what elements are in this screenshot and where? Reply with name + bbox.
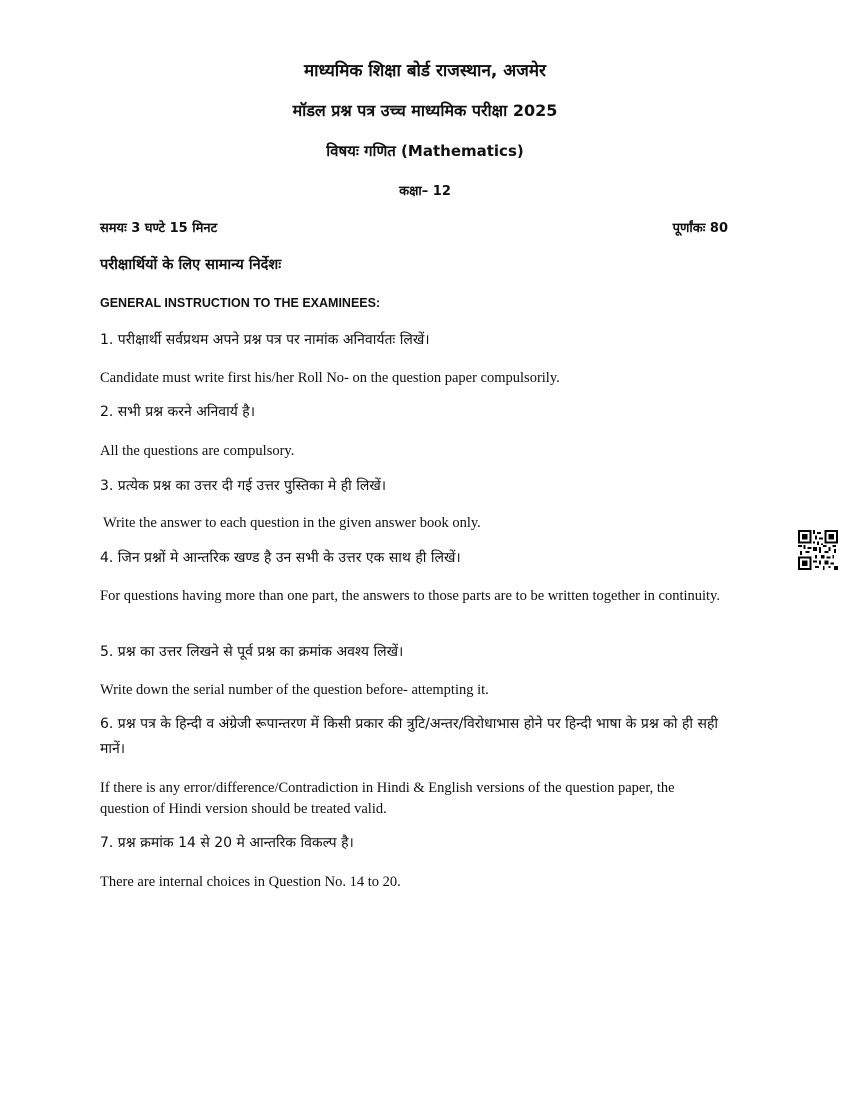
instruction-5-hindi: 5. प्रश्न का उत्तर लिखने से पूर्व प्रश्न का क्रमांक अवश्य लिखें। [100,644,404,660]
paper-title: मॉडल प्रश्न पत्र उच्च माध्यमिक परीक्षा 2025 [292,101,558,120]
instruction-3-english: Write the answer to each question in the given answer book only. [103,515,481,531]
instruction-1-english: Candidate must write first his/her Roll No- on the question paper compulsorily. [100,370,560,386]
class-label: कक्षा– 12 [399,184,451,199]
instruction-4-hindi: 4. जिन प्रश्नों मे आन्तरिक खण्ड है उन सभी के उत्तर एक साथ ही लिखें। [100,550,461,566]
instructions-heading-english: GENERAL INSTRUCTION TO THE EXAMINEES: [100,296,381,310]
time-duration: समयः 3 घण्टे 15 मिनट [100,221,218,236]
instruction-2-hindi: 2. सभी प्रश्न करने अनिवार्य है। [100,404,256,420]
instruction-3-hindi: 3. प्रत्येक प्रश्न का उत्तर दी गई उत्तर पुस्तिका मे ही लिखें। [100,478,387,494]
instruction-2-english: All the questions are compulsory. [100,443,295,459]
subject-title: विषयः गणित (Mathematics) [326,142,524,160]
instruction-7-english: There are internal choices in Question No. 14 to 20. [100,874,401,890]
board-name: माध्यमिक शिक्षा बोर्ड राजस्थान, अजमेर [303,61,546,81]
qr-code-icon [798,530,838,570]
instruction-6-english: If there is any error/difference/Contradiction in Hindi & English versions of the question paper, the question of Hindi version should be treated valid. [100,780,675,817]
instructions-heading-hindi: परीक्षार्थियों के लिए सामान्य निर्देशः [100,257,282,273]
instruction-7-hindi: 7. प्रश्न क्रमांक 14 से 20 मे आन्तरिक विकल्प है। [100,835,354,851]
instruction-5-english: Write down the serial number of the question before- attempting it. [100,682,489,698]
instruction-4-english: For questions having more than one part, the answers to those parts are to be written together in continuity. [100,588,720,604]
maximum-marks: पूर्णांकः 80 [672,221,728,236]
instruction-6-hindi: 6. प्रश्न पत्र के हिन्दी व अंग्रेजी रूपान्तरण में किसी प्रकार की त्रुटि/अन्तर/विरोधाभास होने पर हिन्दी भाषा के प्रश्न को ही सही मानें। [100,716,719,757]
instruction-1-hindi: 1. परीक्षार्थी सर्वप्रथम अपने प्रश्न पत्र पर नामांक अनिवार्यतः लिखें। [100,332,430,348]
